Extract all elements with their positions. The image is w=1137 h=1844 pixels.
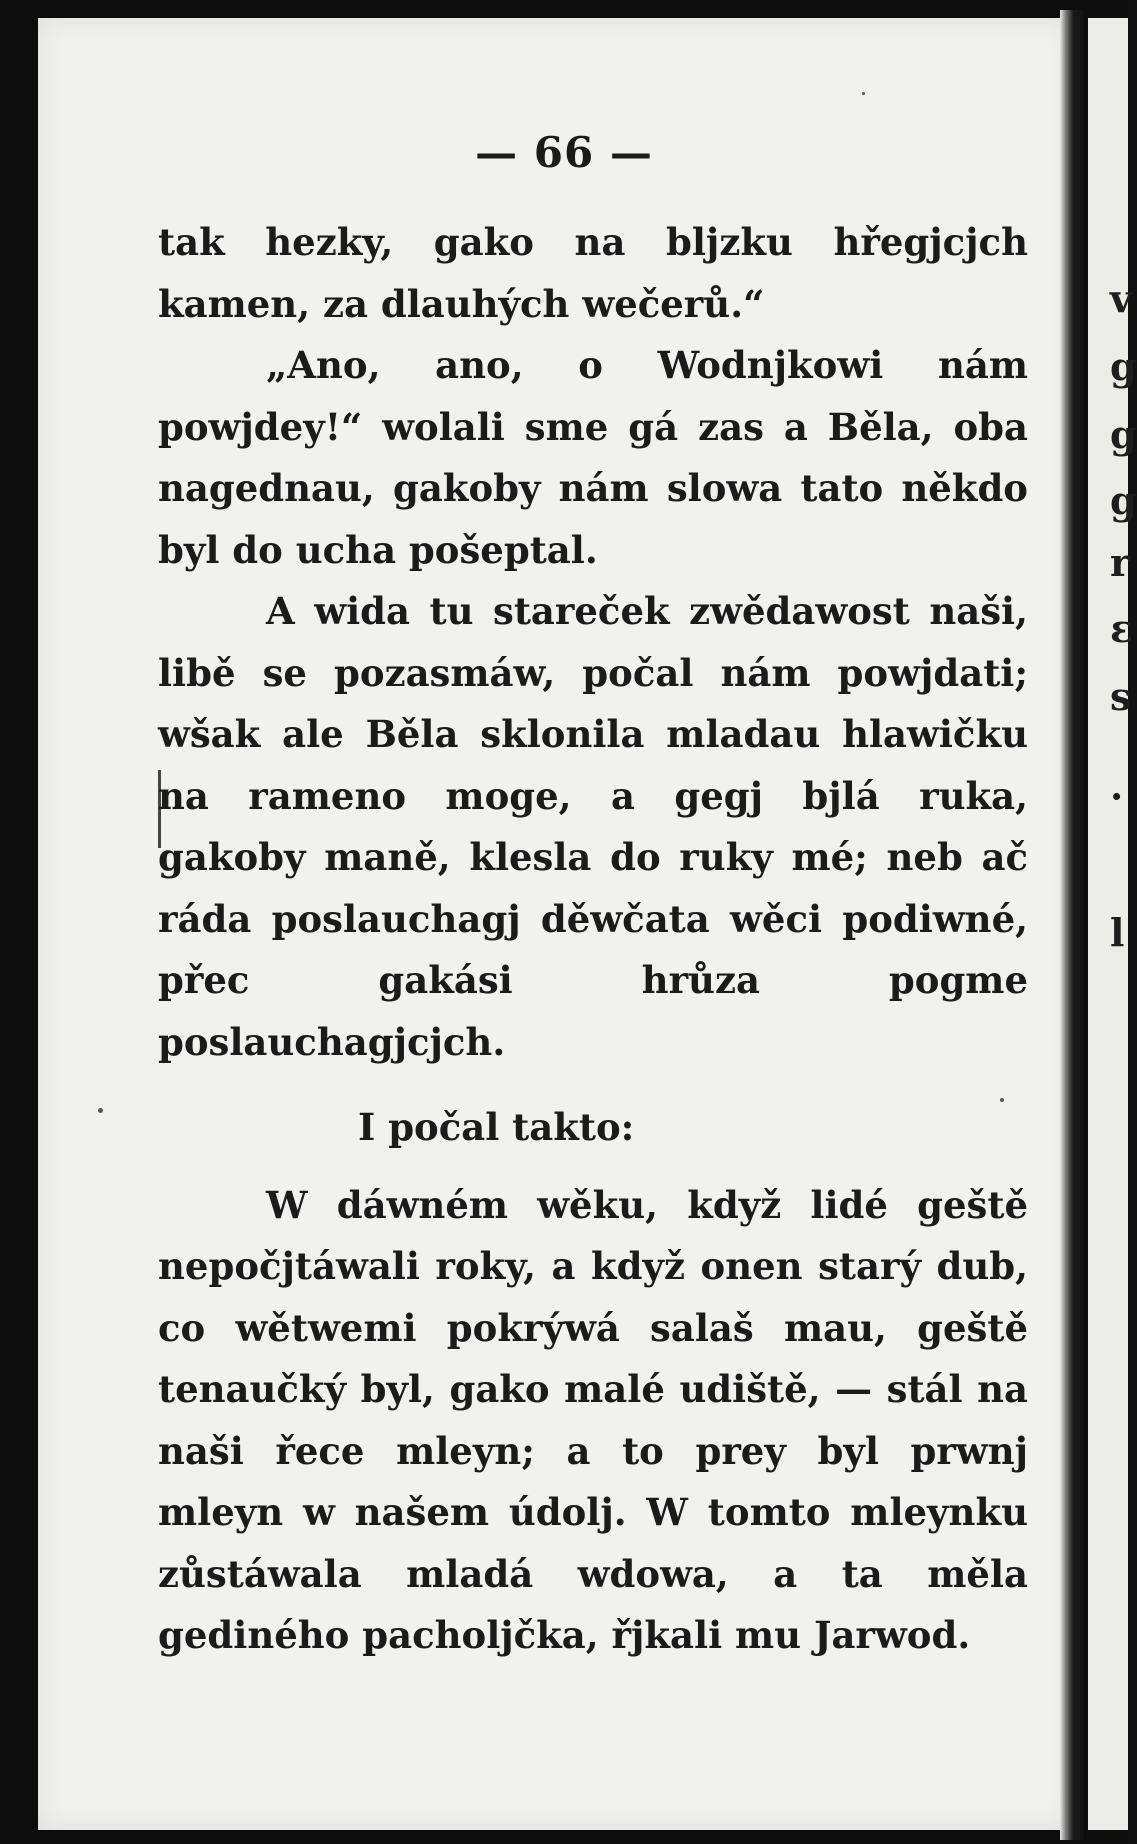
adjacent-page-glyph: ε (1110, 606, 1134, 651)
adjacent-page-glyph: · (1110, 774, 1124, 819)
adjacent-page-glyph: r (1110, 540, 1131, 585)
adjacent-page-glyph: g (1110, 412, 1137, 457)
paper-speck (862, 92, 865, 95)
adjacent-page-glyph: v (1110, 276, 1133, 321)
paragraph: tak hezky, gako na bljzku hřegjcjch kamen, za dlauhých wečerů.“ (158, 220, 1028, 326)
paragraph: „Ano, ano, o Wodnjkowi nám powjdey!“ wolali sme gá zas a Běla, oba nagednau, gakoby nám slowa tato někdo byl do ucha pošeptal. (158, 343, 1028, 572)
paragraph: A wida tu stareček zwědawost naši, libě se pozasmáw, počal nám powjdati; wšak ale Běla sklonila mladau hlawičku na rameno moge, a gegj bjlá ruka, gakoby maně, klesla do ruky mé; neb ač ráda poslauchagj děwčata wěci podiwné, přec gakási hrůza pogme poslauchagjcjch. (158, 589, 1028, 1064)
book-gutter-shadow (1060, 10, 1084, 1840)
paragraph: W dáwném wěku, když lidé geště nepočjtáwali roky, a když onen starý dub, co wětwemi pokrýwá salaš mau, geště tenaučký byl, gako malé udiště, — stál na naši řece mleyn; a to prey byl prwnj mleyn w našem údolj. W tomto mleynku zůstáwala mladá wdowa, a ta měla gediného pacholjčka, řjkali mu Jarwod. (158, 1182, 1028, 1657)
adjacent-page-glyph: g (1110, 478, 1137, 523)
page-number: — 66 — (475, 128, 653, 177)
adjacent-page-glyph: s (1110, 674, 1132, 719)
paper-speck (98, 1108, 103, 1113)
adjacent-page-glyph: g (1110, 344, 1137, 389)
adjacent-page-glyph: l (1110, 910, 1125, 955)
section-lead-in: I počal takto: (358, 1105, 635, 1149)
adjacent-page-edge (1088, 18, 1137, 1830)
page-body-text (158, 212, 1028, 1667)
